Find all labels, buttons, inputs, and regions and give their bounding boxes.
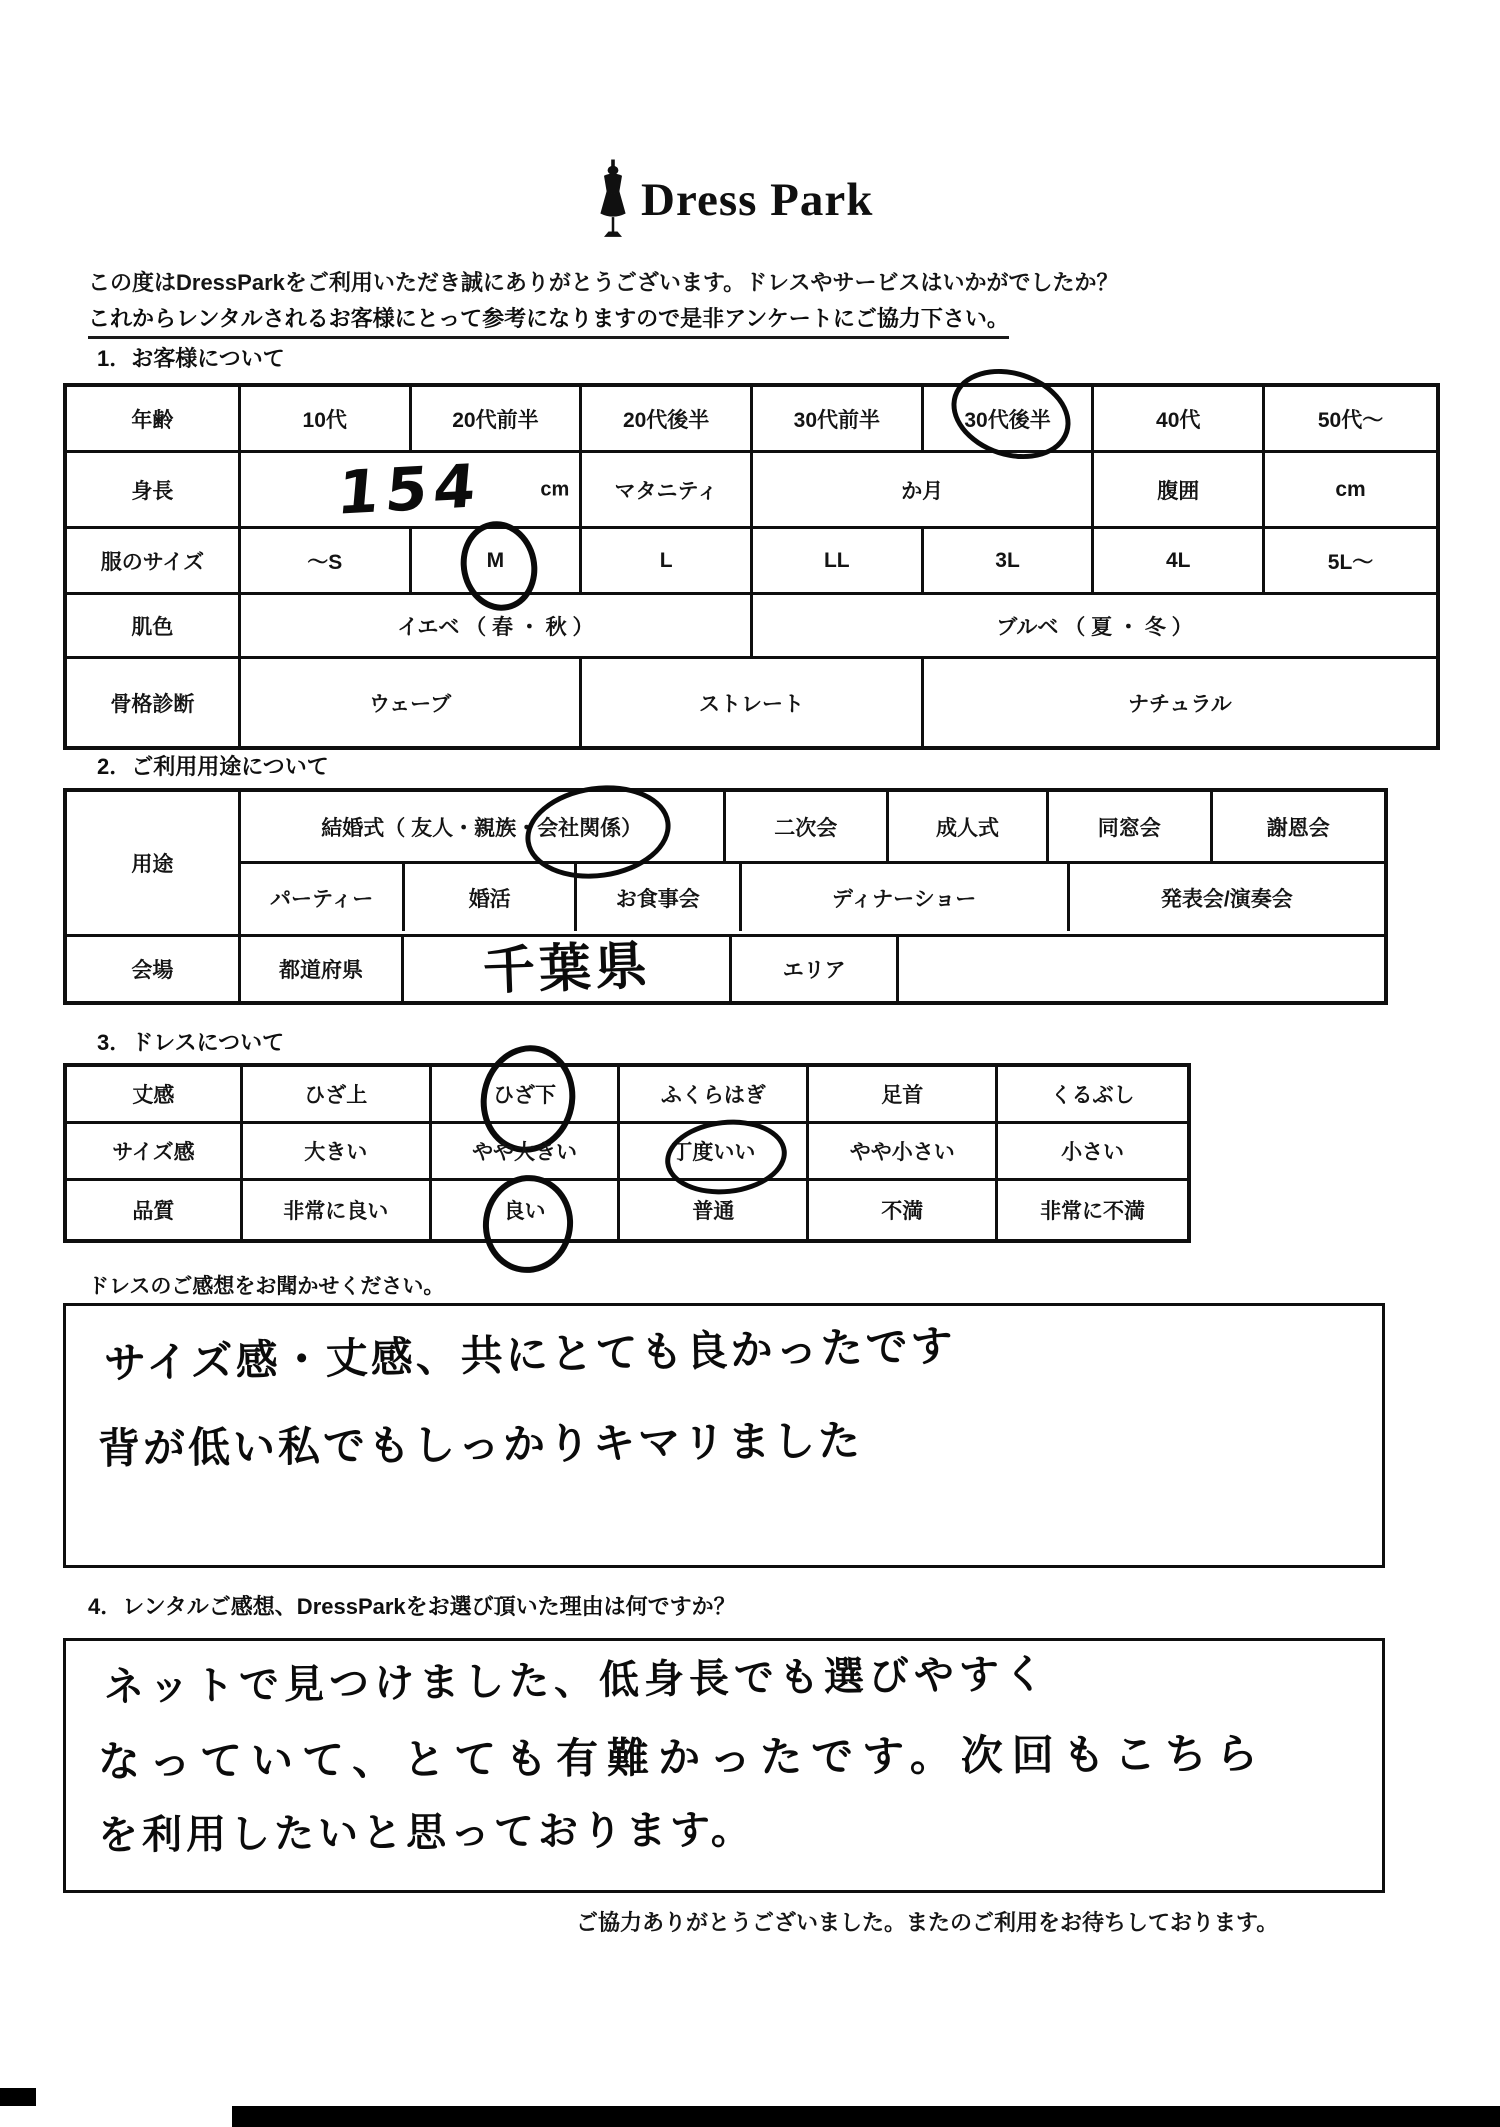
area-value-cell (899, 937, 1384, 1001)
length-option-cell-selected (432, 1067, 621, 1121)
wedding-suffix: ） (621, 816, 643, 840)
size-option-label: M (486, 548, 505, 572)
waist-label: 腹囲 (1094, 453, 1265, 526)
purpose-option-wedding (241, 792, 726, 861)
waist-unit: cm (1335, 477, 1366, 501)
quality-option-cell-selected (432, 1181, 621, 1239)
dress-comment-line: サイズ感・丈感、共にとても良かったです (103, 1321, 957, 1388)
age-option-cell: 20代前半 (412, 387, 583, 450)
dress-table (63, 1063, 1191, 1243)
skin-option-yellow: イエベ （ 春 ・ 秋 ） (241, 595, 753, 656)
size-option-cell: L (582, 529, 753, 592)
purpose-row-1 (241, 792, 1384, 864)
section4-heading: 4．レンタルご感想、DressParkをお選び頂いた理由は何ですか？ (88, 1594, 736, 1619)
size-option-cell: 4L (1094, 529, 1265, 592)
frame-option-cell: ナチュラル (1127, 692, 1232, 716)
age-option-cell: 30代前半 (753, 387, 924, 450)
purpose-option-cell: 婚活 (405, 864, 576, 931)
purpose-option-cell: お食事会 (577, 864, 742, 931)
size-option-cell-selected (412, 529, 583, 592)
length-option-cell: くるぶし (1050, 1084, 1135, 1107)
age-option-cell: 50代～ (1317, 408, 1384, 432)
wedding-prefix: 結婚式（ 友人・親族・ (321, 816, 538, 840)
dress-comment-line: 背が低い私でもしっかりキマリました (97, 1415, 864, 1474)
age-option-cell: 40代 (1094, 387, 1265, 450)
intro-line-1: この度はDressParkをご利用いただき誠にありがとうございます。ドレスやサービスはいかがでしたか？ (88, 270, 1119, 295)
dress-comment-box (63, 1303, 1385, 1568)
fit-option-cell-selected (620, 1124, 809, 1178)
rental-comment-line: なっていて、とても有難かったです。次回もこちら (97, 1728, 1267, 1787)
purpose-option-cell: 発表会/演奏会 (1160, 887, 1293, 911)
length-row (67, 1067, 1187, 1124)
prefecture-value-handwritten: 千葉県 (481, 936, 652, 1002)
size-label: 服のサイズ (67, 529, 241, 592)
skin-label: 肌色 (67, 595, 241, 656)
length-option-cell: ひざ上 (243, 1067, 432, 1121)
dress-comment-prompt: ドレスのご感想をお聞かせください。 (88, 1275, 445, 1298)
venue-row (67, 934, 1384, 1001)
customer-info-table (63, 383, 1440, 750)
quality-option-cell: 普通 (620, 1181, 809, 1239)
section2-heading: 2．ご利用用途について (97, 754, 329, 779)
fit-option-cell: 大きい (243, 1124, 432, 1178)
fit-option-label: 丁度いい (671, 1141, 756, 1164)
maternity-months-label: か月 (753, 453, 1094, 526)
skin-row (67, 595, 1436, 659)
section3-heading: 3．ドレスについて (97, 1030, 285, 1055)
scan-artifact-bar (232, 2106, 1500, 2127)
height-value-cell (241, 450, 582, 529)
height-row (67, 450, 1436, 529)
dress-form-icon (595, 158, 631, 242)
age-option-cell-selected (924, 387, 1095, 450)
fit-option-cell: やや小さい (809, 1124, 998, 1178)
footer-thanks: ご協力ありがとうございました。またのご利用をお待ちしております。 (576, 1910, 1279, 1935)
purpose-option-cell: 謝恩会 (1266, 816, 1330, 840)
venue-label: 会場 (67, 937, 241, 1001)
fit-option-cell: やや大きい (432, 1124, 621, 1178)
size-row (67, 529, 1436, 595)
height-unit: cm (540, 478, 570, 500)
area-label: エリア (732, 937, 899, 1001)
age-label: 年齢 (67, 387, 241, 450)
prefecture-value-cell (404, 937, 732, 1001)
purpose-option-cell: 成人式 (889, 792, 1049, 861)
maternity-label: マタニティ (582, 453, 753, 526)
purpose-option-cell: 二次会 (726, 792, 889, 861)
frame-option-cell: ウェーブ (241, 659, 582, 746)
quality-option-cell: 不満 (809, 1181, 998, 1239)
length-option-label: ひざ下 (493, 1084, 557, 1107)
skin-option-blue: ブルベ （ 夏 ・ 冬 ） (996, 615, 1193, 639)
brand-name: Dress Park (641, 174, 874, 226)
quality-option-cell: 非常に不満 (1040, 1200, 1146, 1223)
length-label: 丈感 (67, 1067, 243, 1121)
age-option-cell: 20代後半 (582, 387, 753, 450)
rental-comment-line: ネットで見つけました、低身長でも選びやすく (103, 1651, 1050, 1711)
quality-row (67, 1181, 1187, 1239)
size-option-cell: 3L (924, 529, 1095, 592)
fit-row (67, 1124, 1187, 1181)
height-label: 身長 (67, 453, 241, 526)
scan-artifact-mark (0, 2088, 36, 2106)
length-option-cell: 足首 (809, 1067, 998, 1121)
frame-label: 骨格診断 (67, 659, 241, 746)
fit-option-cell: 小さい (1061, 1141, 1125, 1164)
length-option-cell: ふくらはぎ (620, 1067, 809, 1121)
size-option-cell: ～S (241, 529, 412, 592)
frame-row (67, 659, 1436, 746)
age-row (67, 387, 1436, 453)
wedding-circled-option: 会社関係 (537, 816, 622, 840)
frame-option-cell: ストレート (582, 659, 923, 746)
age-option-cell: 10代 (241, 387, 412, 450)
age-option-label: 30代後半 (964, 408, 1051, 432)
intro-line-2: これからレンタルされるお客様にとって参考になりますので是非アンケートにご協力下さい。 (88, 302, 1009, 339)
quality-option-label: 良い (503, 1200, 546, 1223)
usage-table (63, 788, 1388, 1005)
quality-label: 品質 (67, 1181, 243, 1239)
purpose-option-cell: パーティー (241, 864, 406, 931)
purpose-option-cell: ディナーショー (742, 864, 1070, 931)
section1-heading: 1．お客様について (97, 346, 285, 371)
purpose-rows (67, 792, 1384, 934)
size-option-cell: 5L～ (1327, 550, 1374, 574)
brand-logo (595, 158, 873, 242)
wedding-circled-wrap (537, 812, 621, 842)
purpose-label: 用途 (67, 792, 241, 934)
prefecture-label: 都道府県 (241, 937, 404, 1001)
rental-comment-line: を利用したいと思っております。 (97, 1807, 756, 1859)
purpose-row-2 (241, 864, 1384, 931)
purpose-option-cell: 同窓会 (1049, 792, 1212, 861)
height-value-handwritten: 154 (334, 450, 486, 529)
quality-option-cell: 非常に良い (243, 1181, 432, 1239)
fit-label: サイズ感 (67, 1124, 243, 1178)
size-option-cell: LL (753, 529, 924, 592)
rental-comment-box (63, 1638, 1385, 1893)
